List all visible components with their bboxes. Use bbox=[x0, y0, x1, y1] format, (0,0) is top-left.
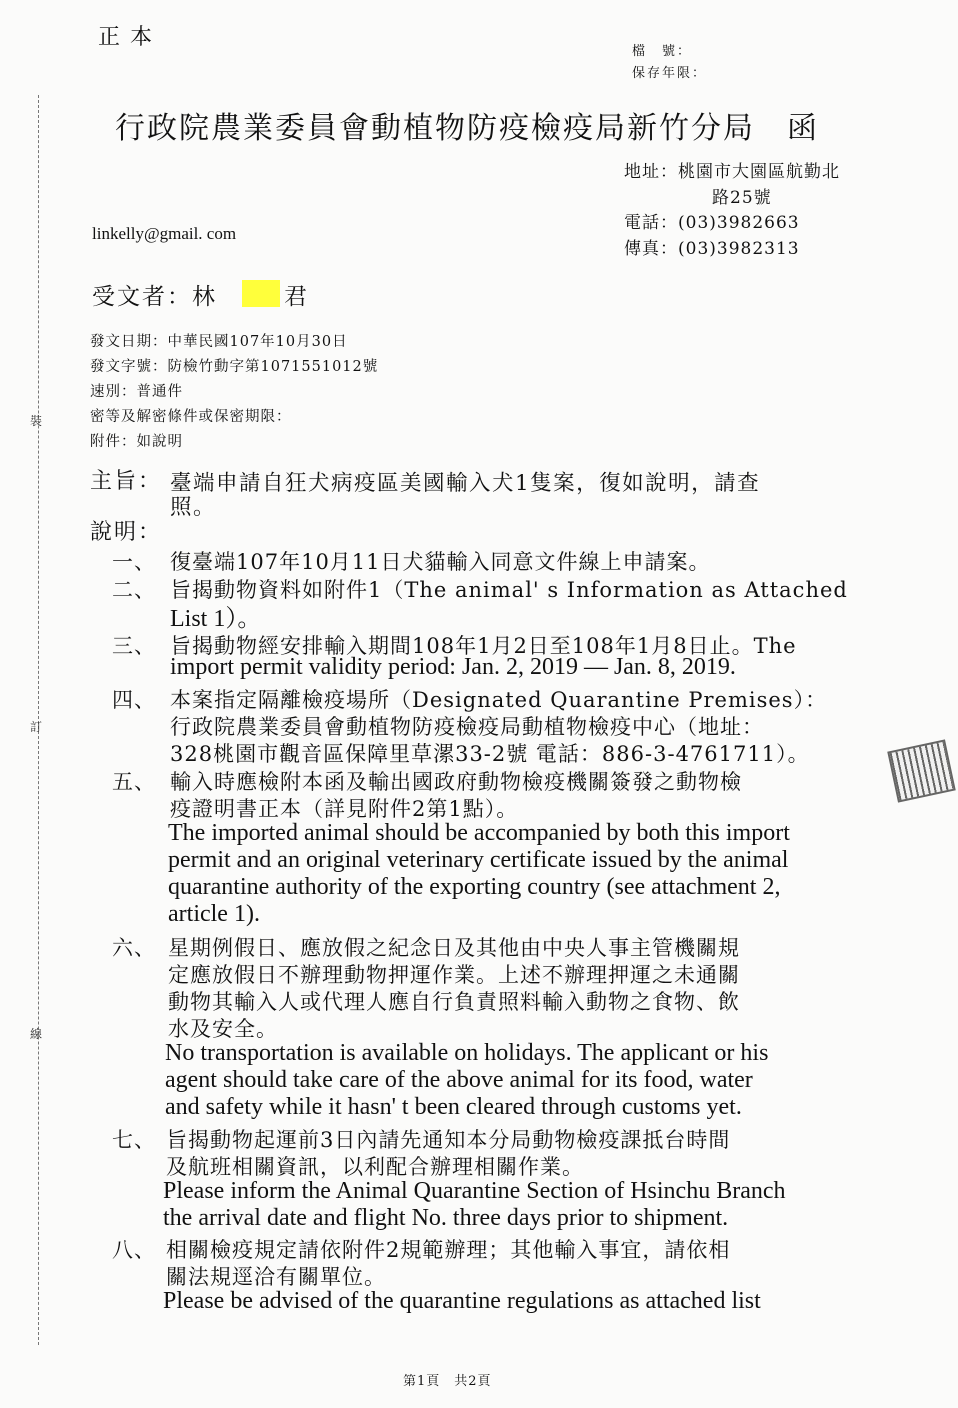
issue-date: 發文日期：中華民國107年10月30日 bbox=[90, 334, 348, 350]
file-number: 檔 號： bbox=[632, 44, 693, 59]
item-text: 相關檢疫規定請依附件2規範辦理；其他輸入事宜，請依相 bbox=[166, 1238, 731, 1262]
item-number: 七、 bbox=[112, 1128, 156, 1152]
item-text: 水及安全。 bbox=[168, 1017, 278, 1041]
retention-period: 保存年限： bbox=[632, 66, 708, 81]
item-text: No transportation is available on holidays. The applicant or his bbox=[165, 1040, 769, 1066]
document-title: 行政院農業委員會動植物防疫檢疫局新竹分局 函 bbox=[115, 111, 819, 146]
item-text: 328桃園市觀音區保障里草漯33-2號 電話：886-3-4761711）。 bbox=[170, 742, 810, 766]
item-text: 本案指定隔離檢疫場所（Designated Quarantine Premises）： bbox=[170, 688, 828, 712]
subject-text: 照。 bbox=[170, 495, 217, 520]
item-text: 旨揭動物起運前3日內請先通知本分局動物檢疫課抵台時間 bbox=[166, 1128, 731, 1152]
item-text: 疫證明書正本（詳見附件2第1點）。 bbox=[170, 797, 519, 821]
fax: 傳真：(03)3982313 bbox=[624, 239, 800, 259]
subject-text: 臺端申請自狂犬病疫區美國輸入犬1隻案，復如說明，請查 bbox=[170, 471, 761, 496]
subject-label: 主旨： bbox=[90, 469, 163, 494]
copy-label: 正本 bbox=[98, 25, 163, 50]
item-text: agent should take care of the above animal for its food, water bbox=[165, 1067, 753, 1093]
item-number: 三、 bbox=[112, 634, 156, 658]
item-text: 定應放假日不辦理動物押運作業。上述不辦理押運之未通關 bbox=[168, 963, 740, 987]
item-text: 關法規逕洽有關單位。 bbox=[166, 1265, 386, 1289]
item-number: 四、 bbox=[112, 688, 156, 712]
speed-class: 速別：普通件 bbox=[90, 384, 183, 400]
phone: 電話：(03)3982663 bbox=[624, 213, 800, 233]
item-text: 動物其輸入人或代理人應自行負責照料輸入動物之食物、飲 bbox=[168, 990, 740, 1014]
secrecy-class: 密等及解密條件或保密期限： bbox=[90, 409, 292, 425]
item-text: 星期例假日、應放假之紀念日及其他由中央人事主管機關規 bbox=[168, 936, 740, 960]
item-text: permit and an original veterinary certificate issued by the animal bbox=[168, 847, 789, 873]
item-number: 一、 bbox=[112, 550, 156, 574]
item-text: article 1). bbox=[168, 901, 260, 927]
item-text: Please inform the Animal Quarantine Section of Hsinchu Branch bbox=[163, 1178, 786, 1204]
binding-mark: 線 bbox=[30, 1027, 43, 1041]
item-text: 旨揭動物經安排輸入期間108年1月2日至108年1月8日止。The bbox=[170, 634, 797, 658]
redaction-highlight bbox=[242, 280, 280, 307]
item-text: The imported animal should be accompanied by both this import bbox=[168, 820, 790, 846]
attachment-note: 附件：如說明 bbox=[90, 434, 183, 450]
address-line: 路25號 bbox=[712, 188, 772, 208]
item-number: 八、 bbox=[112, 1238, 156, 1262]
item-number: 二、 bbox=[112, 578, 156, 602]
item-text: import permit validity period: Jan. 2, 2019 — Jan. 8, 2019. bbox=[170, 654, 736, 680]
binding-mark: 裝 bbox=[30, 414, 43, 428]
item-text: 及航班相關資訊，以利配合辦理相關作業。 bbox=[166, 1155, 584, 1179]
recipient-email: linkelly@gmail. com bbox=[92, 224, 237, 243]
item-text: 輸入時應檢附本函及輸出國政府動物檢疫機關簽發之動物檢 bbox=[170, 770, 742, 794]
item-text: 復臺端107年10月11日犬貓輸入同意文件線上申請案。 bbox=[170, 550, 711, 574]
item-number: 六、 bbox=[112, 936, 156, 960]
page-number: 第1頁 共2頁 bbox=[403, 1374, 492, 1389]
item-text: 旨揭動物資料如附件1（The animal' s Information as Attached bbox=[170, 578, 848, 602]
item-number: 五、 bbox=[112, 770, 156, 794]
item-text: and safety while it hasn' t been cleared through customs yet. bbox=[165, 1094, 742, 1120]
item-text: Please be advised of the quarantine regulations as attached list bbox=[163, 1288, 761, 1314]
explanation-label: 說明： bbox=[90, 520, 163, 545]
binding-mark: 訂 bbox=[30, 720, 43, 734]
recipient-prefix: 受文者：林 bbox=[92, 284, 217, 310]
item-text: List 1）。 bbox=[170, 606, 262, 632]
item-text: quarantine authority of the exporting country (see attachment 2, bbox=[168, 874, 781, 900]
official-seal bbox=[887, 739, 956, 802]
item-text: the arrival date and flight No. three days prior to shipment. bbox=[163, 1205, 729, 1231]
item-text: 行政院農業委員會動植物防疫檢疫局動植物檢疫中心（地址： bbox=[170, 715, 764, 739]
document-number: 發文字號：防檢竹動字第1071551012號 bbox=[90, 359, 379, 375]
address-line: 地址：桃園市大園區航勤北 bbox=[624, 162, 840, 182]
recipient-suffix: 君 bbox=[284, 284, 309, 310]
